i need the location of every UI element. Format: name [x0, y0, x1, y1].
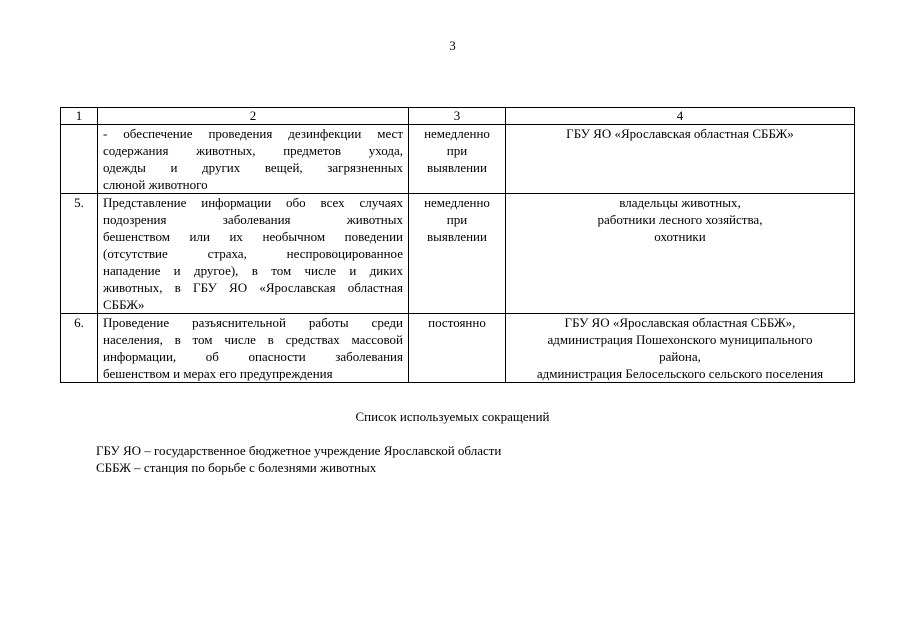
description-line: слюной животного	[103, 177, 208, 192]
abbreviation-item: СББЖ – станция по борьбе с болезнями животных	[96, 460, 377, 475]
row-number	[61, 125, 98, 194]
responsible-line: ГБУ ЯО «Ярославская областная СББЖ»	[566, 126, 794, 141]
table-row	[61, 314, 855, 383]
responsible-line: ГБУ ЯО «Ярославская областная СББЖ»,	[564, 315, 796, 330]
measure-term	[409, 314, 506, 383]
measure-term	[409, 194, 506, 314]
description-line: нападение и другое), в том числе и диких	[103, 263, 403, 278]
measure-responsible	[506, 314, 855, 383]
abbreviation-item: ГБУ ЯО – государственное бюджетное учреждение Ярославской области	[96, 443, 502, 458]
term-line: при	[446, 143, 468, 158]
header-col-3: 3	[409, 108, 506, 125]
measure-description	[98, 125, 409, 194]
term-line: немедленно	[424, 126, 490, 141]
responsible-line: владельцы животных,	[619, 195, 741, 210]
responsible-line: работники лесного хозяйства,	[597, 212, 763, 227]
row-number: 5.	[61, 194, 98, 314]
header-col-2: 2	[98, 108, 409, 125]
row-number: 6.	[61, 314, 98, 383]
abbreviations-title: Список используемых сокращений	[355, 409, 550, 424]
description-line: подозрения заболевания животных	[103, 212, 403, 227]
description-line: информации, об опасности заболевания	[103, 349, 403, 364]
description-line: бешенством или их необычном поведении	[103, 229, 403, 244]
responsible-line: администрация Пошехонского муниципального	[547, 332, 813, 347]
header-col-1: 1	[61, 108, 98, 125]
description-line: Представление информации обо всех случаях	[103, 195, 403, 210]
term-line: постоянно	[428, 315, 486, 330]
measure-responsible	[506, 125, 855, 194]
term-line: при	[446, 212, 468, 227]
table-row	[61, 125, 855, 194]
measure-description	[98, 194, 409, 314]
description-line: СББЖ»	[103, 297, 145, 312]
term-line: выявлении	[427, 160, 487, 175]
table-header-row	[61, 108, 855, 125]
table-row	[61, 194, 855, 314]
description-line: (отсутствие страха, неспровоцированное	[103, 246, 403, 261]
abbreviations-list	[96, 442, 501, 476]
term-line: выявлении	[427, 229, 487, 244]
description-line: Проведение разъяснительной работы среди	[103, 315, 403, 330]
responsible-line: охотники	[654, 229, 706, 244]
responsible-line: администрация Белосельского сельского поселения	[536, 366, 824, 381]
description-line: населения, в том числе в средствах массовой	[103, 332, 403, 347]
page-number: 3	[449, 38, 456, 53]
measures-table	[60, 107, 855, 383]
description-line: бешенством и мерах его предупреждения	[103, 366, 333, 381]
header-col-4: 4	[506, 108, 855, 125]
measure-description	[98, 314, 409, 383]
measure-term	[409, 125, 506, 194]
measure-responsible	[506, 194, 855, 314]
description-line: одежды и других вещей, загрязненных	[103, 160, 403, 175]
description-line: - обеспечение проведения дезинфекции мест	[103, 126, 403, 141]
term-line: немедленно	[424, 195, 490, 210]
responsible-line: района,	[659, 349, 701, 364]
description-line: животных, в ГБУ ЯО «Ярославская областная	[103, 280, 403, 295]
description-line: содержания животных, предметов ухода,	[103, 143, 403, 158]
